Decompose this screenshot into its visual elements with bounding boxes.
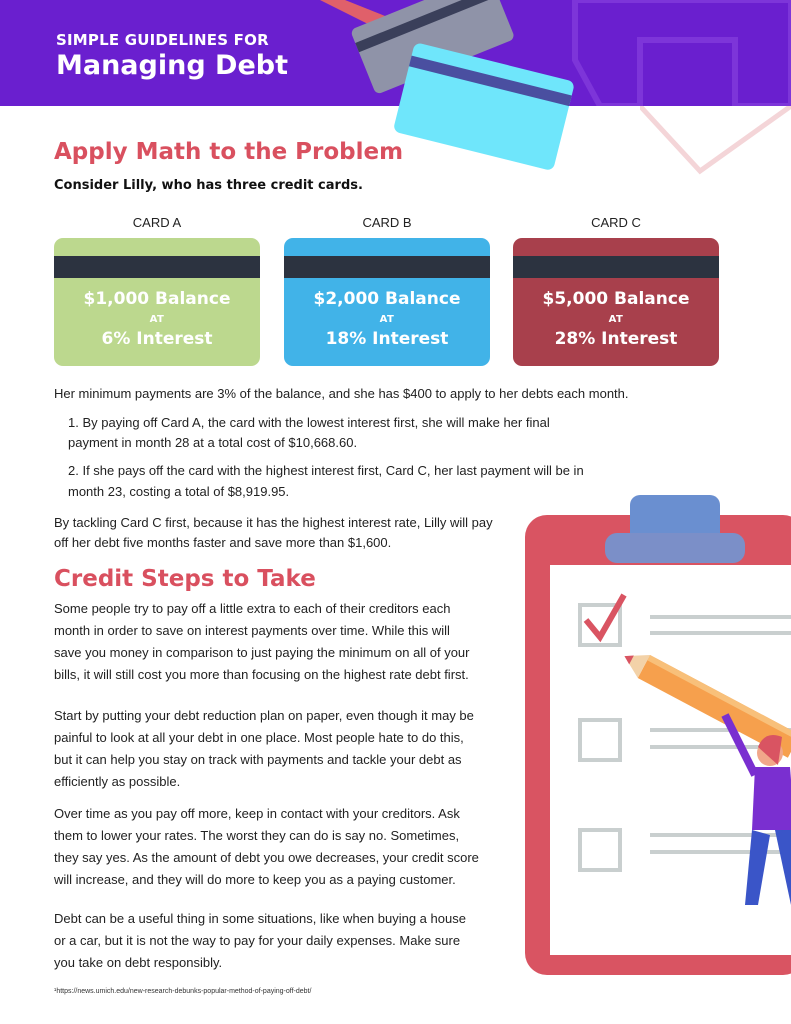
card-a-interest: 6% Interest — [101, 329, 213, 349]
footnote: ¹https://news.umich.edu/new-research-debunks-popular-method-of-paying-off-debt/ — [54, 988, 312, 995]
magnetic-stripe — [54, 256, 260, 278]
clipboard-illustration — [520, 485, 791, 985]
paragraph-line: Start by putting your debt reduction plan on paper, even though it may be — [54, 708, 474, 723]
card-b-at: AT — [379, 314, 395, 325]
paragraph-line: them to lower your rates. The worst they can do is say no. Sometimes, — [54, 828, 460, 843]
paragraph-4 — [54, 908, 514, 974]
list-item-1-line1: 1. By paying off Card A, the card with the lowest interest first, she will make her final — [68, 415, 550, 430]
card-b — [284, 238, 490, 366]
card-b-label: CARD B — [362, 215, 412, 230]
card-c — [513, 238, 719, 366]
paragraph-line: you take on debt responsibly. — [54, 955, 223, 970]
paragraph-line: will increase, and they will do more to keep you as a paying customer. — [54, 872, 456, 887]
card-a-balance: $1,000 Balance — [83, 289, 231, 309]
min-payments-text: Her minimum payments are 3% of the balance, and she has $400 to apply to her debts each month. — [54, 386, 629, 401]
card-b-interest: 18% Interest — [325, 329, 449, 349]
paragraph-line: painful to look at all your debt in one place. Most people hate to do this, — [54, 730, 464, 745]
paragraph-line: bills, it will still cost you more than focusing on the highest rate debt first. — [54, 667, 469, 682]
list-item-2-line1: 2. If she pays off the card with the highest interest first, Card C, her last payment will be in — [68, 463, 584, 478]
magnetic-stripe — [513, 256, 719, 278]
background-arrow — [640, 106, 791, 196]
card-c-label: CARD C — [591, 215, 641, 230]
paragraph-line: save you money in comparison to just paying the minimum on all of your — [54, 645, 470, 660]
page-title: Managing Debt — [56, 50, 289, 81]
card-c-at: AT — [608, 314, 624, 325]
header-kicker: SIMPLE GUIDELINES FOR — [56, 31, 269, 49]
card-a-label: CARD A — [132, 215, 182, 230]
list-item-2-line2: month 23, costing a total of $8,919.95. — [68, 484, 290, 499]
paragraph-line: or a car, but it is not the way to pay for your daily expenses. Make sure — [54, 933, 461, 948]
conclusion-line1: By tackling Card C first, because it has the highest interest rate, Lilly will pay — [54, 515, 493, 530]
section-heading-apply-math: Apply Math to the Problem — [54, 139, 404, 165]
paragraph-3 — [54, 803, 514, 891]
card-a-at: AT — [149, 314, 165, 325]
section-intro: Consider Lilly, who has three credit cards. — [54, 178, 363, 193]
section-heading-credit-steps: Credit Steps to Take — [54, 566, 316, 592]
paragraph-2 — [54, 705, 514, 793]
card-c-balance: $5,000 Balance — [542, 289, 690, 309]
paragraph-line: they say yes. As the amount of debt you owe decreases, your credit score — [54, 850, 479, 865]
paragraph-line: month in order to save on interest payments over time. While this will — [54, 623, 450, 638]
list-item-1-line2: payment in month 28 at a total cost of $10,668.60. — [68, 435, 358, 450]
paragraph-line: efficiently as possible. — [54, 774, 181, 789]
card-c-interest: 28% Interest — [554, 329, 678, 349]
paragraph-1 — [54, 598, 514, 686]
card-a — [54, 238, 260, 366]
paragraph-line: Some people try to pay off a little extra to each of their creditors each — [54, 601, 451, 616]
conclusion-line2: off her debt five months faster and save more than $1,600. — [54, 535, 392, 550]
paragraph-line: but it can help you stay on track with payments and tackle your debt as — [54, 752, 462, 767]
card-b-balance: $2,000 Balance — [313, 289, 461, 309]
paragraph-line: Over time as you pay off more, keep in contact with your creditors. Ask — [54, 806, 460, 821]
paragraph-line: Debt can be a useful thing in some situations, like when buying a house — [54, 911, 466, 926]
magnetic-stripe — [284, 256, 490, 278]
